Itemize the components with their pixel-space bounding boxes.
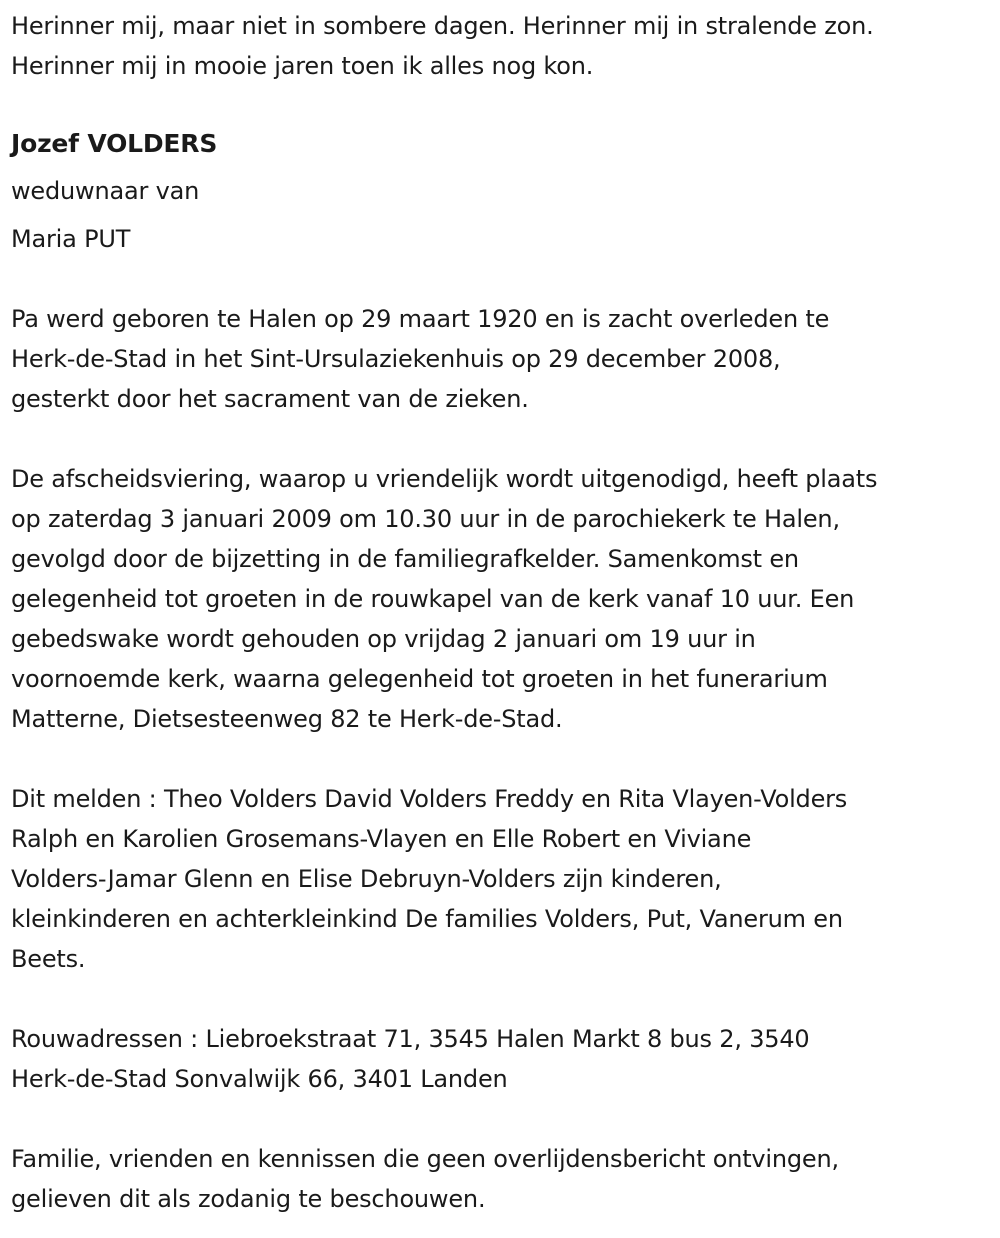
paragraph-line: Rouwadressen : Liebroekstraat 71, 3545 Halen Markt 8 bus 2, 3540 (11, 1025, 810, 1053)
paragraph-line: gebedswake wordt gehouden op vrijdag 2 januari om 19 uur in (11, 625, 756, 653)
paragraph-line: gesterkt door het sacrament van de zieken. (11, 385, 529, 413)
paragraph-line: Beets. (11, 945, 86, 973)
paragraph-line: kleinkinderen en achterkleinkind De families Volders, Put, Vanerum en (11, 905, 843, 933)
paragraph-line: voornoemde kerk, waarna gelegenheid tot groeten in het funerarium (11, 665, 828, 693)
motto-line: Herinner mij in mooie jaren toen ik alles nog kon. (11, 52, 594, 80)
paragraph-line: Herk-de-Stad Sonvalwijk 66, 3401 Landen (11, 1065, 508, 1093)
paragraph-line: gevolgd door de bijzetting in de familiegrafkelder. Samenkomst en (11, 545, 799, 573)
paragraph-line: Herk-de-Stad in het Sint-Ursulaziekenhuis op 29 december 2008, (11, 345, 781, 373)
ceremony-paragraph (11, 459, 996, 739)
paragraph-line: op zaterdag 3 januari 2009 om 10.30 uur in de parochiekerk te Halen, (11, 505, 840, 533)
paragraph-line: gelegenheid tot groeten in de rouwkapel van de kerk vanaf 10 uur. Een (11, 585, 855, 613)
motto (11, 6, 996, 86)
paragraph-line: Ralph en Karolien Grosemans-Vlayen en Elle Robert en Viviane (11, 825, 752, 853)
paragraph-line: Matterne, Dietsesteenweg 82 te Herk-de-Stad. (11, 705, 563, 733)
paragraph-line: Familie, vrienden en kennissen die geen overlijdensbericht ontvingen, (11, 1145, 839, 1173)
paragraph-line: De afscheidsviering, waarop u vriendelijk wordt uitgenodigd, heeft plaats (11, 465, 878, 493)
paragraph-line: Dit melden : Theo Volders David Volders Freddy en Rita Vlayen-Volders (11, 785, 848, 813)
announcers-paragraph (11, 779, 996, 979)
paragraph-line: Pa werd geboren te Halen op 29 maart 1920 en is zacht overleden te (11, 305, 830, 333)
spouse-name: Maria PUT (11, 225, 131, 253)
paragraph-line: gelieven dit als zodanig te beschouwen. (11, 1185, 486, 1213)
motto-line: Herinner mij, maar niet in sombere dagen. Herinner mij in stralende zon. (11, 12, 874, 40)
relation-label: weduwnaar van (11, 177, 200, 205)
paragraph-line: Volders-Jamar Glenn en Elise Debruyn-Volders zijn kinderen, (11, 865, 722, 893)
deceased-name: Jozef VOLDERS (11, 129, 218, 158)
addresses-paragraph (11, 1019, 996, 1099)
obituary-document (11, 0, 996, 1219)
closing-paragraph (11, 1139, 996, 1219)
birth-death-paragraph (11, 299, 996, 419)
